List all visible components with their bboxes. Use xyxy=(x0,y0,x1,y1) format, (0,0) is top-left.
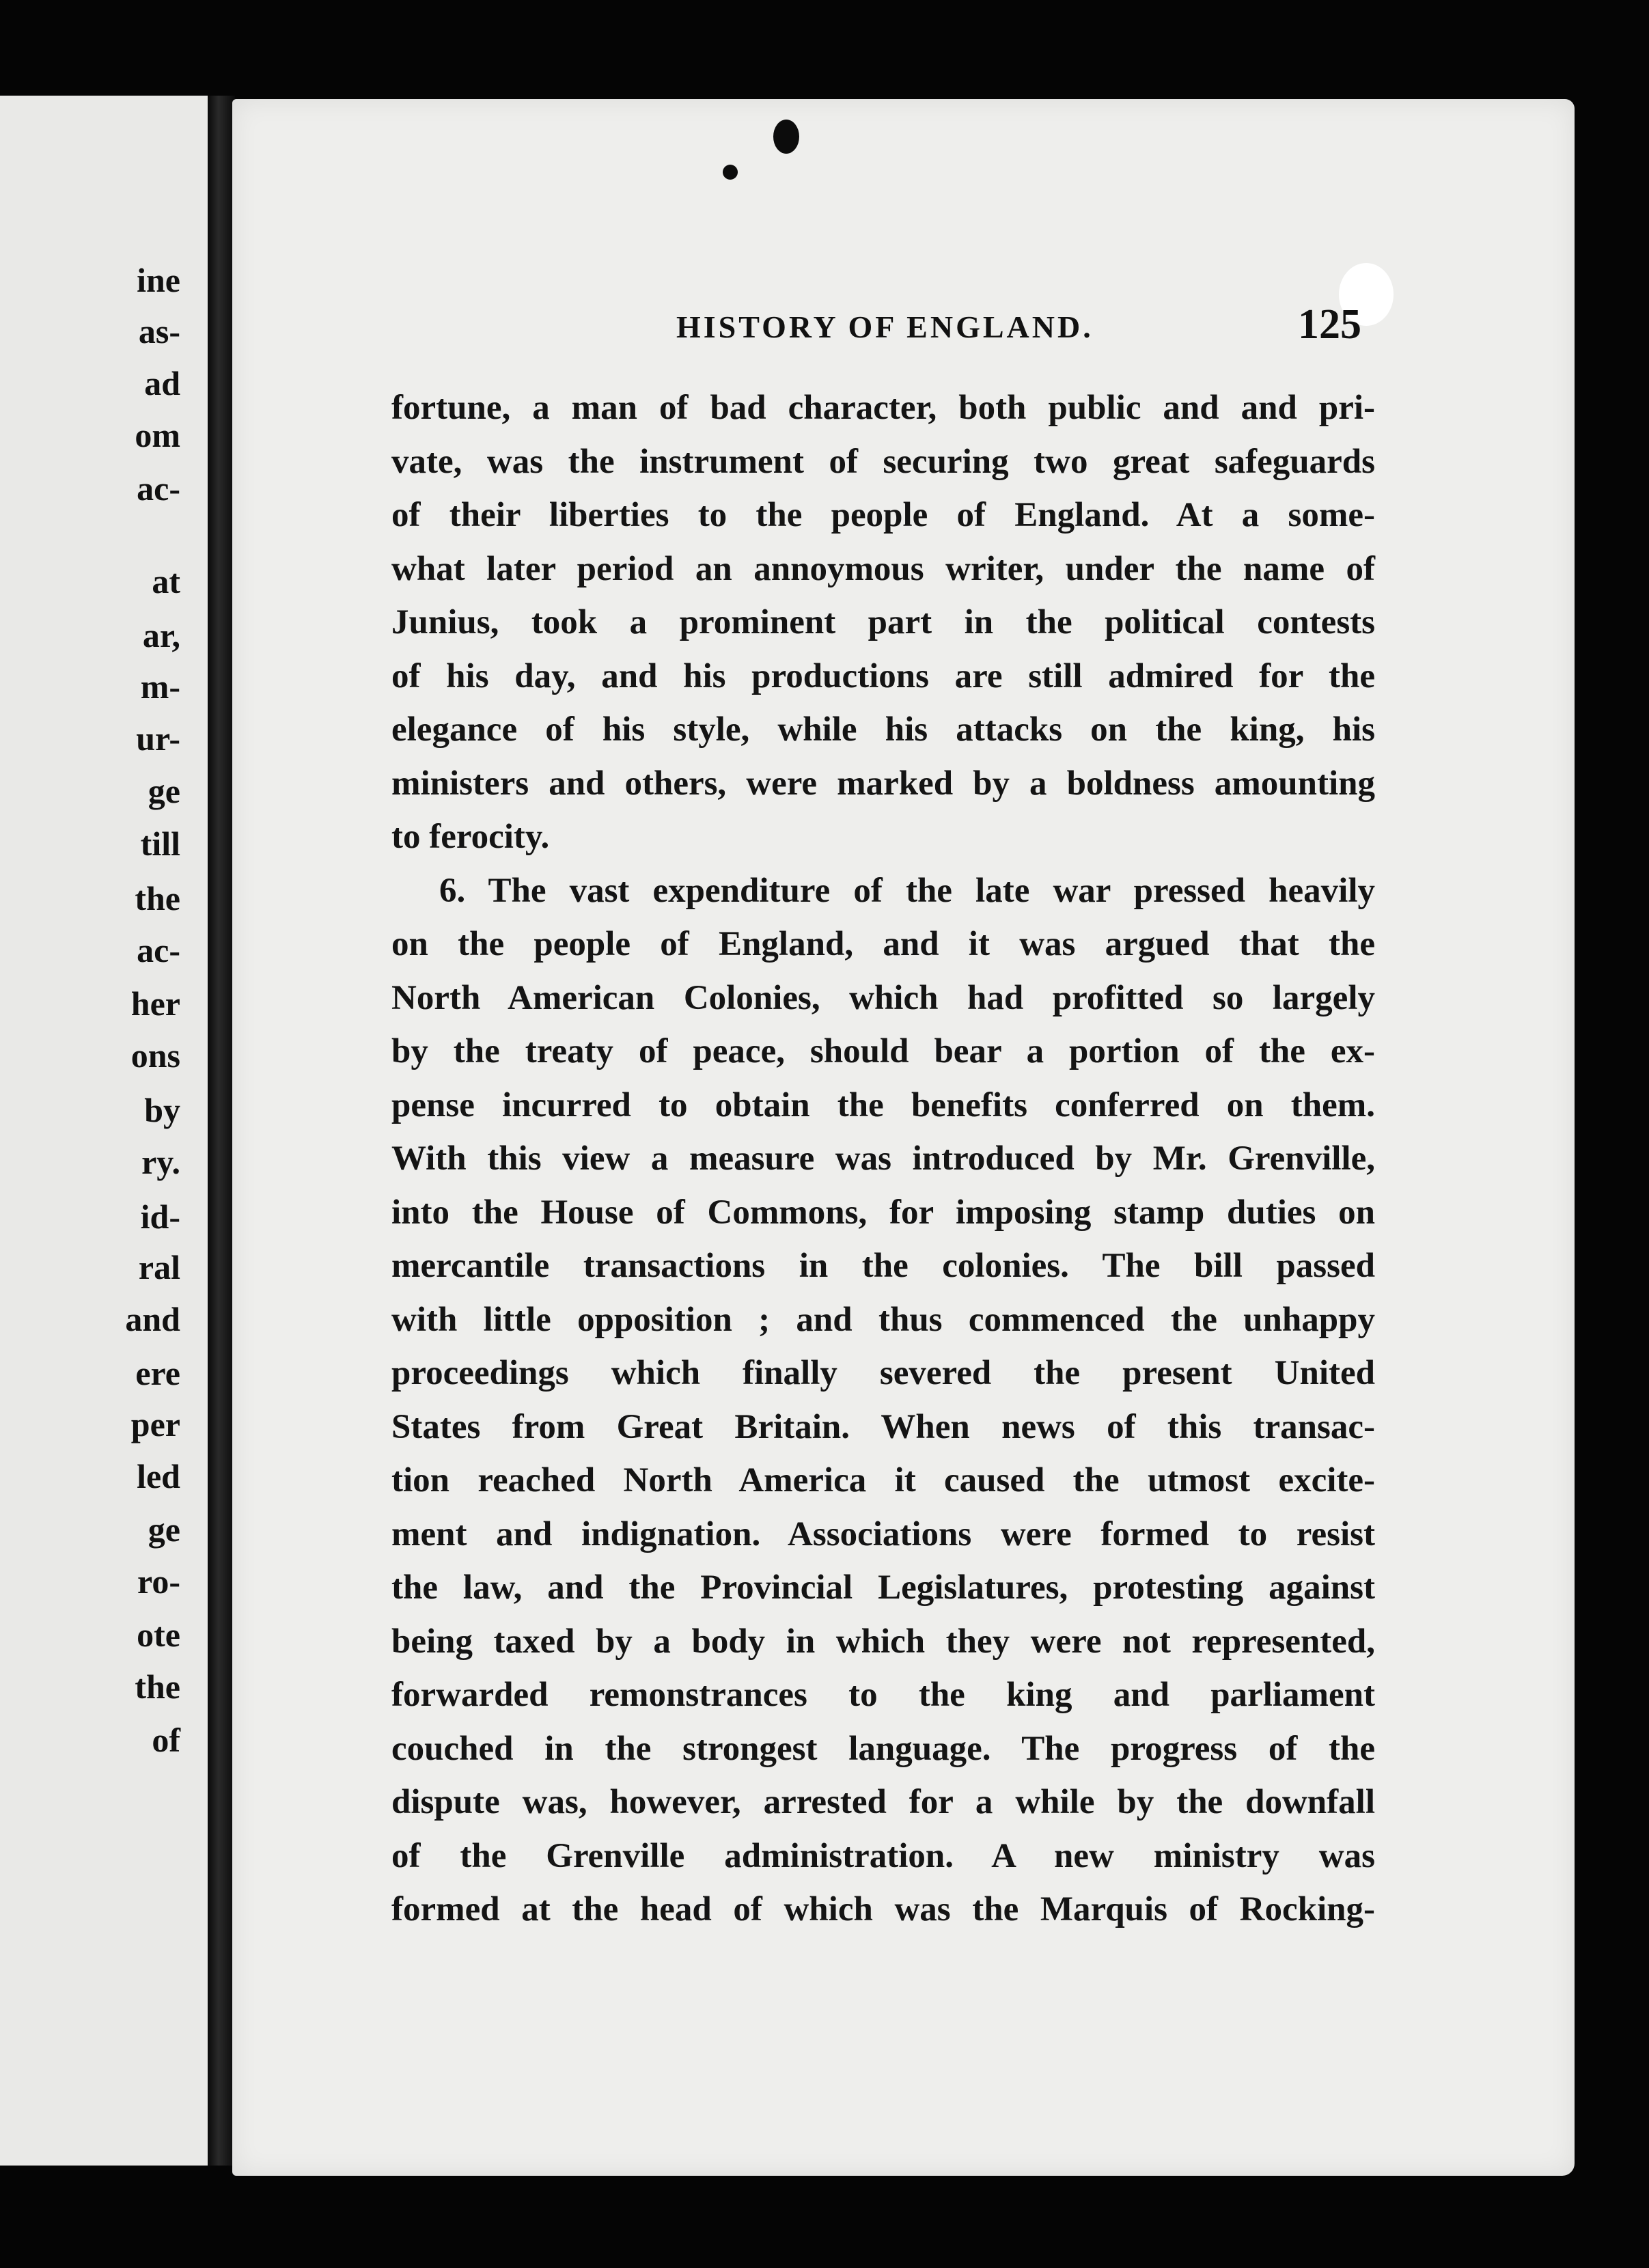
text-line: 6. The vast expenditure of the late war pressed heavily xyxy=(439,871,1375,910)
facing-page-fragment: ge xyxy=(148,772,180,810)
facing-page-fragment: of xyxy=(152,1721,180,1759)
text-line: With this view a measure was introduced by Mr. Grenville, xyxy=(391,1139,1375,1178)
facing-page-fragment: led xyxy=(137,1457,180,1495)
facing-page-fragment: her xyxy=(130,984,180,1023)
facing-page-fragment: the xyxy=(135,1668,180,1706)
facing-page-fragment: m- xyxy=(140,667,180,706)
facing-page-fragment: ral xyxy=(138,1248,180,1286)
facing-page-fragment: ote xyxy=(137,1616,180,1654)
facing-page-fragment: id- xyxy=(140,1198,180,1236)
facing-page xyxy=(0,96,217,2166)
facing-page-fragment: ine xyxy=(137,261,180,299)
text-line: ment and indignation. Associations were formed to resist xyxy=(391,1515,1375,1553)
text-line: on the people of England, and it was argued that the xyxy=(391,925,1375,963)
facing-page-fragment: ur- xyxy=(136,719,180,758)
text-line: with little opposition ; and thus commenced the unhappy xyxy=(391,1300,1375,1339)
text-line: the law, and the Provincial Legislatures, protesting against xyxy=(391,1568,1375,1607)
facing-page-fragment: ac- xyxy=(137,931,180,969)
text-line: fortune, a man of bad character, both public and and pri- xyxy=(391,389,1375,427)
text-line: of his day, and his productions are still admired for the xyxy=(391,656,1375,695)
text-line: Junius, took a prominent part in the political contests xyxy=(391,603,1375,641)
text-line: dispute was, however, arrested for a while by the downfall xyxy=(391,1783,1375,1821)
facing-page-fragment: and xyxy=(125,1300,180,1338)
facing-page-fragment: ry. xyxy=(141,1143,180,1181)
text-line: mercantile transactions in the colonies. The bill passed xyxy=(391,1247,1375,1285)
text-line: of their liberties to the people of England. At a some- xyxy=(391,496,1375,534)
running-title: HISTORY OF ENGLAND. xyxy=(676,309,1094,344)
facing-page-fragment: ere xyxy=(135,1354,180,1392)
facing-page-fragment: ar, xyxy=(142,616,180,654)
text-line: States from Great Britain. When news of this transac- xyxy=(391,1407,1375,1446)
ink-spot xyxy=(723,165,738,180)
facing-page-fragment: at xyxy=(152,562,180,600)
text-line: into the House of Commons, for imposing stamp duties on xyxy=(391,1193,1375,1232)
text-line: proceedings which finally severed the present United xyxy=(391,1354,1375,1392)
facing-page-fragment: ac- xyxy=(137,469,180,508)
text-line: ministers and others, were marked by a boldness amounting xyxy=(391,764,1375,803)
book-gutter xyxy=(208,96,235,2166)
text-line: forwarded remonstrances to the king and parliament xyxy=(391,1676,1375,1714)
page-number: 125 xyxy=(1298,301,1361,348)
facing-page-fragment: per xyxy=(130,1405,180,1443)
text-line: vate, was the instrument of securing two great safeguards xyxy=(391,442,1375,481)
text-line: being taxed by a body in which they were not represented, xyxy=(391,1622,1375,1661)
text-line: by the treaty of peace, should bear a portion of the ex- xyxy=(391,1032,1375,1070)
text-line: to ferocity. xyxy=(391,818,550,856)
ink-spot xyxy=(773,120,799,154)
facing-page-fragment: ons xyxy=(130,1036,180,1075)
body-text xyxy=(391,381,1375,1937)
facing-page-fragment: by xyxy=(144,1091,180,1129)
facing-page-fragment: om xyxy=(135,416,180,454)
text-line: North American Colonies, which had profitted so largely xyxy=(391,978,1375,1017)
text-line: of the Grenville administration. A new ministry was xyxy=(391,1836,1375,1875)
facing-page-fragment: ad xyxy=(144,364,180,402)
facing-page-fragment: as- xyxy=(138,312,180,350)
text-line: what later period an annoymous writer, under the name of xyxy=(391,549,1375,588)
text-line: couched in the strongest language. The progress of the xyxy=(391,1729,1375,1768)
text-line: elegance of his style, while his attacks on the king, his xyxy=(391,710,1375,749)
facing-page-fragment: ge xyxy=(148,1510,180,1549)
facing-page-fragment: ro- xyxy=(137,1562,180,1601)
facing-page-fragment: the xyxy=(135,879,180,917)
text-line: formed at the head of which was the Marquis of Rocking- xyxy=(391,1890,1375,1928)
facing-page-fragment: till xyxy=(140,825,180,863)
text-line: tion reached North America it caused the utmost excite- xyxy=(391,1461,1375,1499)
text-line: pense incurred to obtain the benefits conferred on them. xyxy=(391,1085,1375,1124)
